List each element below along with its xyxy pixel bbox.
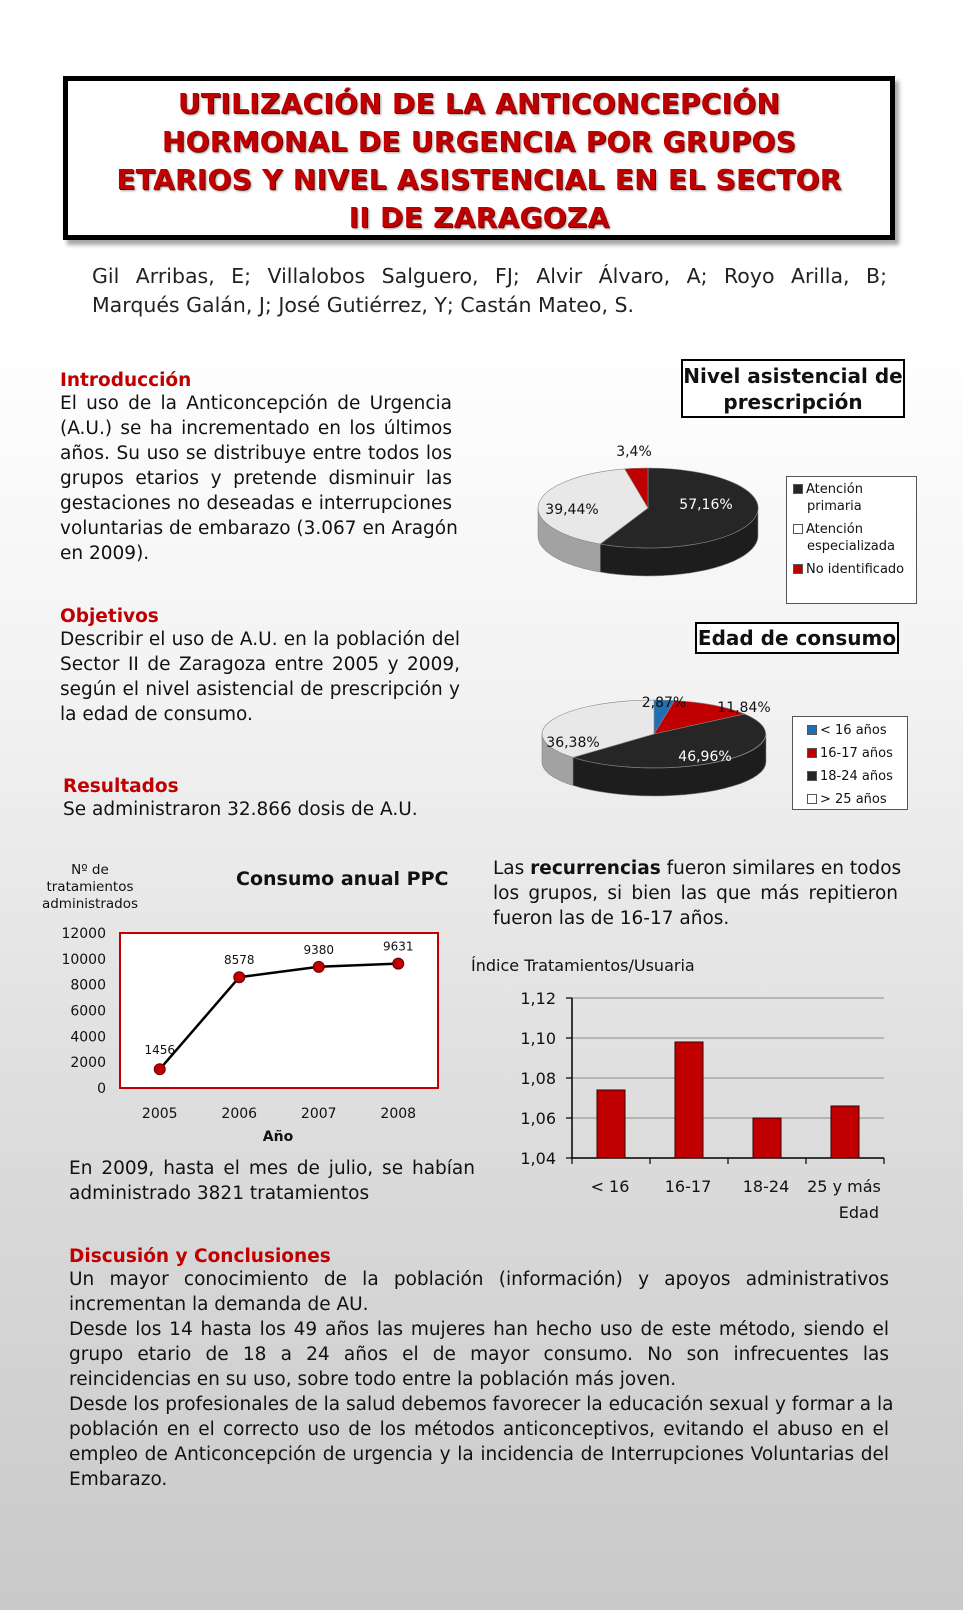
discusion-line: población en el correcto uso de los métodos anticonceptivos, evitando el abuso en el [69, 1419, 889, 1440]
ylabel-line: tratamientos [46, 879, 134, 895]
pie-value-label: 39,44% [545, 502, 599, 518]
line-chart-ylabel [30, 862, 150, 913]
legend-label: Atención [806, 522, 863, 537]
y-tick-label: 0 [97, 1081, 106, 1097]
intro-section [60, 370, 458, 566]
pie-value-label: 36,38% [546, 735, 600, 751]
x-axis-label: Año [262, 1129, 294, 1145]
discusion-line: empleo de Anticoncepción de urgencia y la incidencia de Interrupciones Voluntarias del [69, 1444, 889, 1465]
objetivos-heading: Objetivos [60, 606, 159, 627]
x-axis-label: Edad [838, 1203, 879, 1222]
pie1-title-line: Nivel asistencial de [683, 364, 903, 388]
recurrencias-part: fueron similares en todos [660, 858, 902, 879]
plot-area [120, 933, 438, 1088]
pie1-title-line: prescripción [723, 390, 863, 414]
pie-chart-edad-consumo [525, 688, 795, 818]
legend-item-menor-16 [807, 719, 907, 742]
intro-line: en 2009). [60, 543, 150, 564]
authors [92, 262, 887, 320]
bar-chart-indice [480, 980, 910, 1230]
julio-line: En 2009, hasta el mes de julio, se habían [69, 1158, 475, 1179]
title-line-2: HORMONAL DE URGENCIA POR GRUPOS [161, 125, 797, 158]
intro-line: voluntarias de embarazo (3.067 en Aragón [60, 518, 458, 539]
y-tick-label: 1,10 [520, 1029, 556, 1048]
legend-swatch [793, 524, 803, 534]
legend-item-no-identificado [793, 561, 916, 578]
discusion-line: Desde los 14 hasta los 49 años las mujeres han hecho uso de este método, siendo el [69, 1319, 889, 1340]
x-tick-label: 16-17 [664, 1177, 712, 1196]
y-tick-label: 2000 [70, 1055, 106, 1072]
x-tick-label: 2006 [221, 1106, 258, 1122]
legend-label: > 25 años [820, 792, 887, 807]
legend-label: < 16 años [820, 723, 887, 738]
legend-item-16-17 [807, 742, 907, 765]
intro-line: El uso de la Anticoncepción de Urgencia [60, 393, 452, 414]
pie1-legend [786, 476, 917, 604]
recurrencias-part: Las [493, 858, 531, 879]
objetivos-body [60, 627, 460, 727]
discusion-line: reincidencias en su uso, sobre todo entre la población más joven. [69, 1369, 677, 1390]
data-label: 9380 [303, 942, 335, 957]
pie-value-label: 57,16% [679, 497, 733, 513]
objetivos-line: Sector II de Zaragoza entre 2005 y 2009, [60, 654, 460, 675]
legend-label: primaria [807, 499, 862, 514]
x-tick-label: < 16 [590, 1177, 630, 1196]
legend-swatch [807, 725, 817, 735]
legend-swatch [793, 484, 803, 494]
y-tick-label: 4000 [70, 1029, 106, 1046]
legend-label: especializada [807, 539, 895, 554]
recurrencias-line: fueron las de 16-17 años. [493, 908, 730, 929]
y-tick-label: 8000 [70, 977, 106, 994]
pie-value-label: 11,84% [717, 700, 771, 716]
y-tick-label: 1,06 [520, 1109, 556, 1128]
intro-line: años. Su uso se distribuye entre todos los [60, 443, 452, 464]
data-point [393, 958, 404, 969]
legend-label: Atención [806, 482, 863, 497]
legend-item-18-24 [807, 765, 907, 788]
discusion-section [69, 1246, 894, 1492]
pie-chart-nivel-asistencial [520, 430, 780, 590]
julio-line: administrado 3821 tratamientos [69, 1183, 370, 1204]
x-tick-label: 2007 [300, 1106, 337, 1122]
line-chart-title: Consumo anual PPC [236, 868, 449, 890]
data-point [154, 1064, 165, 1075]
intro-body [60, 391, 458, 566]
intro-line: grupos etarios y pretende disminuir las [60, 468, 452, 489]
discusion-line: Un mayor conocimiento de la población (información) y apoyos administrativos [69, 1269, 889, 1290]
pie2-legend [792, 716, 908, 810]
discusion-line: Desde los profesionales de la salud debemos favorecer la educación sexual y formar a la [69, 1394, 894, 1415]
y-tick-label: 1,12 [520, 989, 556, 1008]
legend-swatch [807, 771, 817, 781]
pie-value-label: 3,4% [616, 444, 652, 460]
pie-value-label: 46,96% [678, 749, 732, 765]
title-line-1: UTILIZACIÓN DE LA ANTICONCEPCIÓN [177, 87, 781, 120]
legend-item-atencion-primaria [793, 481, 916, 515]
objetivos-section [60, 606, 460, 727]
x-tick-label: 18-24 [742, 1177, 790, 1196]
recurrencias-bold: recurrencias [530, 858, 661, 879]
y-tick-label: 1,08 [520, 1069, 556, 1088]
x-tick-label: 25 y más [807, 1177, 881, 1196]
ylabel-line: Nº de [71, 862, 109, 878]
bar [831, 1106, 859, 1158]
y-tick-label: 12000 [61, 926, 106, 942]
data-label: 8578 [223, 953, 255, 968]
legend-label: 18-24 años [820, 769, 893, 784]
discusion-line: grupo etario de 18 a 24 años el de mayor consumo. No son infrecuentes las [69, 1344, 889, 1365]
bar-chart-title: Índice Tratamientos/Usuaria [471, 956, 695, 975]
legend-item-mayor-25 [807, 788, 907, 811]
discusion-line: incrementan la demanda de AU. [69, 1294, 369, 1315]
ylabel-line: administrados [41, 896, 139, 912]
data-point [234, 972, 245, 983]
discusion-heading: Discusión y Conclusiones [69, 1246, 331, 1267]
bar [753, 1118, 781, 1158]
authors-line-2: Marqués Galán, J; José Gutiérrez, Y; Castán Mateo, S. [92, 293, 635, 317]
resultados-section [63, 776, 418, 822]
title-line-4: II DE ZARAGOZA [348, 201, 610, 234]
intro-heading: Introducción [60, 370, 192, 391]
title-box [63, 76, 895, 240]
data-label: 1456 [144, 1043, 176, 1058]
pie2-title: Edad de consumo [695, 622, 899, 654]
recurrencias-text [493, 856, 902, 931]
intro-line: (A.U.) se ha incrementado en los últimos [60, 418, 452, 439]
objetivos-line: según el nivel asistencial de prescripción y [60, 679, 460, 700]
bar [675, 1042, 703, 1158]
title-line-3: ETARIOS Y NIVEL ASISTENCIAL EN EL SECTOR [116, 163, 842, 196]
data-label: 9631 [382, 939, 414, 954]
recurrencias-line [493, 856, 902, 881]
resultados-text: Se administraron 32.866 dosis de A.U. [63, 799, 418, 820]
objetivos-line: Describir el uso de A.U. en la población del [60, 629, 460, 650]
intro-line: gestaciones no deseadas e interrupciones [60, 493, 452, 514]
pie1-title [681, 359, 905, 418]
recurrencias-line: los grupos, si bien las que más repitieron [493, 883, 898, 904]
x-tick-label: 2005 [141, 1106, 178, 1122]
discusion-body [69, 1267, 894, 1492]
legend-swatch [807, 748, 817, 758]
bar [597, 1090, 625, 1158]
legend-item-atencion-especializada [793, 521, 916, 555]
data-point [313, 961, 324, 972]
julio-note [69, 1156, 475, 1206]
y-tick-label: 6000 [70, 1003, 106, 1020]
resultados-heading: Resultados [63, 776, 179, 797]
legend-label: No identificado [806, 562, 905, 577]
discusion-line: Embarazo. [69, 1469, 168, 1490]
y-tick-label: 10000 [61, 951, 106, 968]
authors-line-1: Gil Arribas, E; Villalobos Salguero, FJ; Alvir Álvaro, A; Royo Arilla, B; [92, 264, 887, 288]
legend-swatch [807, 794, 817, 804]
y-tick-label: 1,04 [520, 1149, 556, 1168]
objetivos-line: la edad de consumo. [60, 704, 253, 725]
pie-value-label: 2,87% [641, 695, 687, 711]
legend-swatch [793, 564, 803, 574]
line-chart-consumo-anual [40, 915, 460, 1155]
x-tick-label: 2008 [380, 1106, 417, 1122]
legend-label: 16-17 años [820, 746, 893, 761]
